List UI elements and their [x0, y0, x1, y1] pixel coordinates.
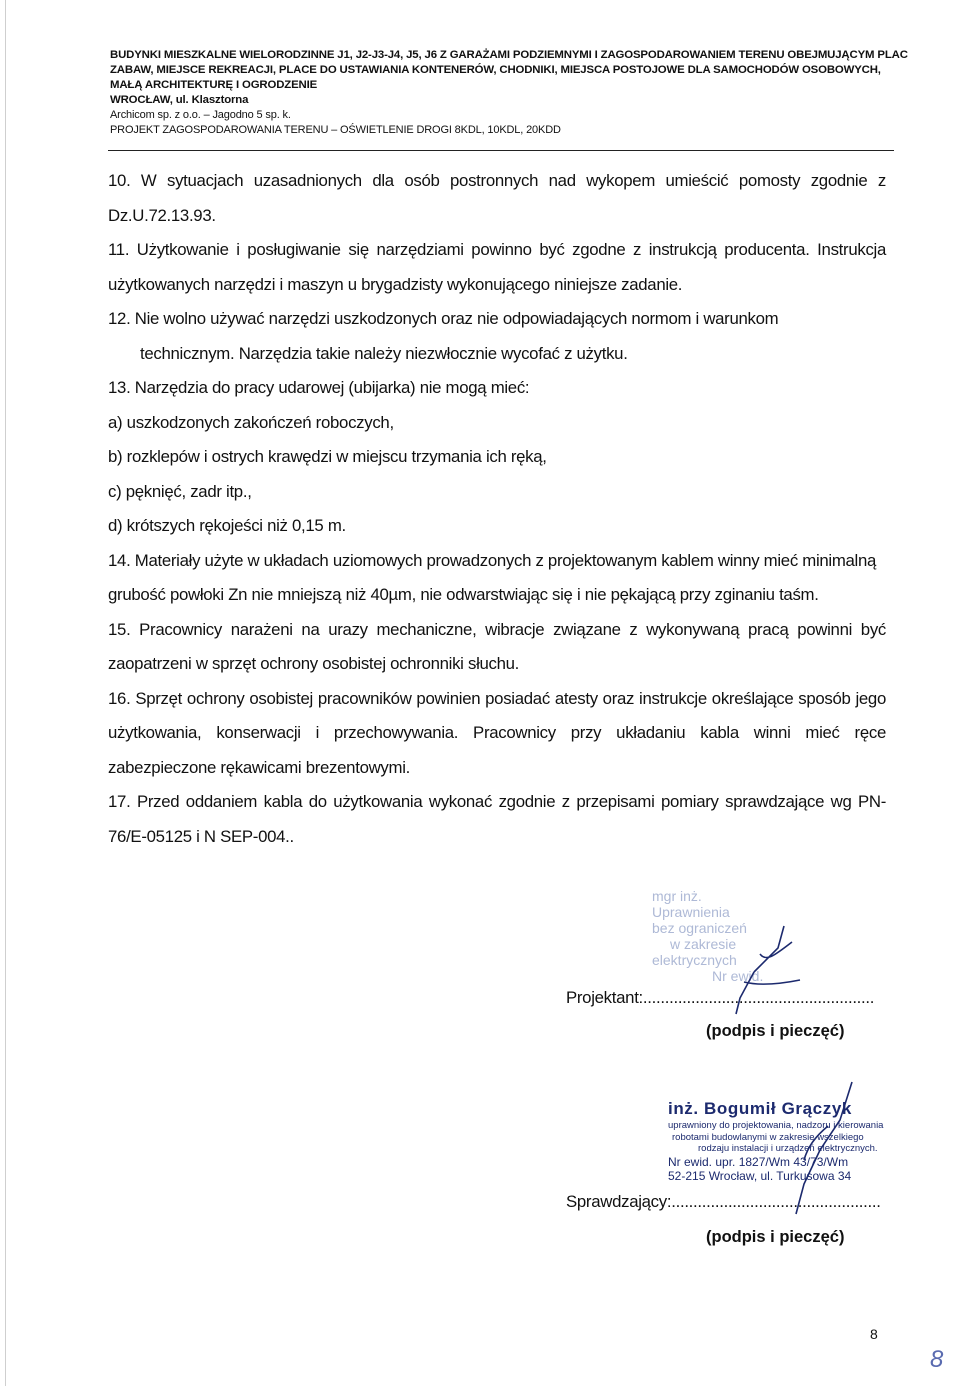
item-13: 13. Narzędzia do pracy udarowej (ubijarka) nie mogą mieć: — [108, 378, 530, 397]
designer-stamp-line-5: elektrycznych — [652, 952, 737, 968]
designer-stamp-line-3: bez ograniczeń — [652, 920, 747, 936]
header-project-line-1: BUDYNKI MIESZKALNE WIELORODZINNE J1, J2-J3-J4, J5, J6 Z GARAŻAMI PODZIEMNYMI I ZAGOSPODAROWANIEM TERENU OBEJMUJĄCYM PLAC — [110, 49, 908, 61]
item-13-c: c) pęknięć, zadr itp., — [108, 481, 252, 501]
header-project-line-2: ZABAW, MIEJSCE REKREACJI, PLACE DO USTAWIANIA KONTENERÓW, CHODNIKI, MIEJSCA POSTOJOWE DLA SAMOCHODÓW OSOBOWYCH, — [110, 64, 881, 76]
document-body — [108, 164, 886, 854]
item-13-d: d) krótszych rękojeści niż 0,15 m. — [108, 516, 346, 535]
checker-stamp-line-2: robotami budowlanymi w zakresie wszelkiego — [672, 1131, 864, 1143]
header-investor: Archicom sp. z o.o. – Jagodno 5 sp. k. — [110, 109, 291, 121]
designer-stamp-line-1: mgr inż. — [652, 888, 702, 904]
checker-stamp-line-4: Nr ewid. upr. 1827/Wm 43/73/Wm — [668, 1154, 849, 1169]
item-14: 14. Materiały użyte w układach uziomowych prowadzonych z projektowanym kablem winny mieć minimalną grubość powłoki Zn nie mniejszą niż 40µm, nie odwarstwiając się i nie pękającą przy zginaniu taśm. — [108, 550, 877, 604]
checker-signature-caption: (podpis i pieczęć) — [706, 1228, 845, 1246]
handwritten-page-mark: 8 — [930, 1346, 944, 1373]
checker-stamp-name: inż. Bogumił Grączyk — [668, 1099, 852, 1118]
item-12-line-1: 12. Nie wolno używać narzędzi uszkodzonych oraz nie odpowiadających normom i warunkom — [108, 309, 779, 328]
designer-stamp-line-2: Uprawnienia — [652, 904, 730, 920]
item-17: 17. Przed oddaniem kabla do użytkowania wykonać zgodnie z przepisami pomiary sprawdzające wg PN-76/E-05125 i N SEP-004.. — [108, 792, 886, 846]
designer-stamp-line-6: Nr ewid. — [712, 968, 764, 984]
item-15: 15. Pracownicy narażeni na urazy mechaniczne, wibracje związane z wykonywaną pracą powinni być zaopatrzeni w sprzęt ochrony osobistej ochronniki słuchu. — [108, 619, 886, 673]
checker-stamp-line-3: rodzaju instalacji i urządzeń elektrycznych. — [698, 1143, 878, 1154]
scan-edge-line — [5, 0, 6, 1386]
header-project-title: PROJEKT ZAGOSPODAROWANIA TERENU – OŚWIETLENIE DROGI 8KDL, 10KDL, 20KDD — [110, 124, 561, 136]
checker-stamp-line-1: uprawniony do projektowania, nadzoru i kierowania — [668, 1120, 884, 1131]
item-16: 16. Sprzęt ochrony osobistej pracowników powinien posiadać atesty oraz instrukcje określające sposób jego użytkowania, konserwacji i przechowywania. Pracownicy przy układaniu kabla winni mieć ręce zabezpieczone rękawicami brezentowymi. — [108, 688, 886, 777]
header-location: WROCŁAW, ul. Klasztorna — [110, 94, 249, 106]
designer-signature-caption: (podpis i pieczęć) — [706, 1022, 845, 1040]
checker-stamp-line-5: 52-215 Wrocław, ul. Turkusowa 34 — [668, 1168, 852, 1183]
item-11: 11. Użytkowanie i posługiwanie się narzędziami powinno być zgodne z instrukcją producenta. Instrukcja użytkowanych narzędzi i maszyn u brygadzisty wykonującego niniejsze zadanie. — [108, 240, 886, 294]
page-number: 8 — [870, 1326, 878, 1342]
designer-stamp-line-4: w zakresie — [670, 936, 737, 952]
item-13-b: b) rozklepów i ostrych krawędzi w miejscu trzymania ich ręką, — [108, 447, 547, 466]
designer-signature-line: Projektant:..................................................... — [566, 988, 875, 1007]
checker-signature-line: Sprawdzający:................................................ — [566, 1192, 881, 1211]
header-project-line-3: MAŁĄ ARCHITEKTURĘ I OGRODZENIE — [110, 79, 318, 91]
document-header — [110, 48, 908, 138]
item-13-a: a) uszkodzonych zakończeń roboczych, — [108, 412, 394, 432]
header-divider — [108, 150, 894, 151]
item-10: 10. W sytuacjach uzasadnionych dla osób postronnych nad wykopem umieścić pomosty zgodnie z Dz.U.72.13.93. — [108, 171, 886, 225]
item-12-line-2: technicznym. Narzędzia takie należy niezwłocznie wycofać z użytku. — [140, 343, 628, 363]
